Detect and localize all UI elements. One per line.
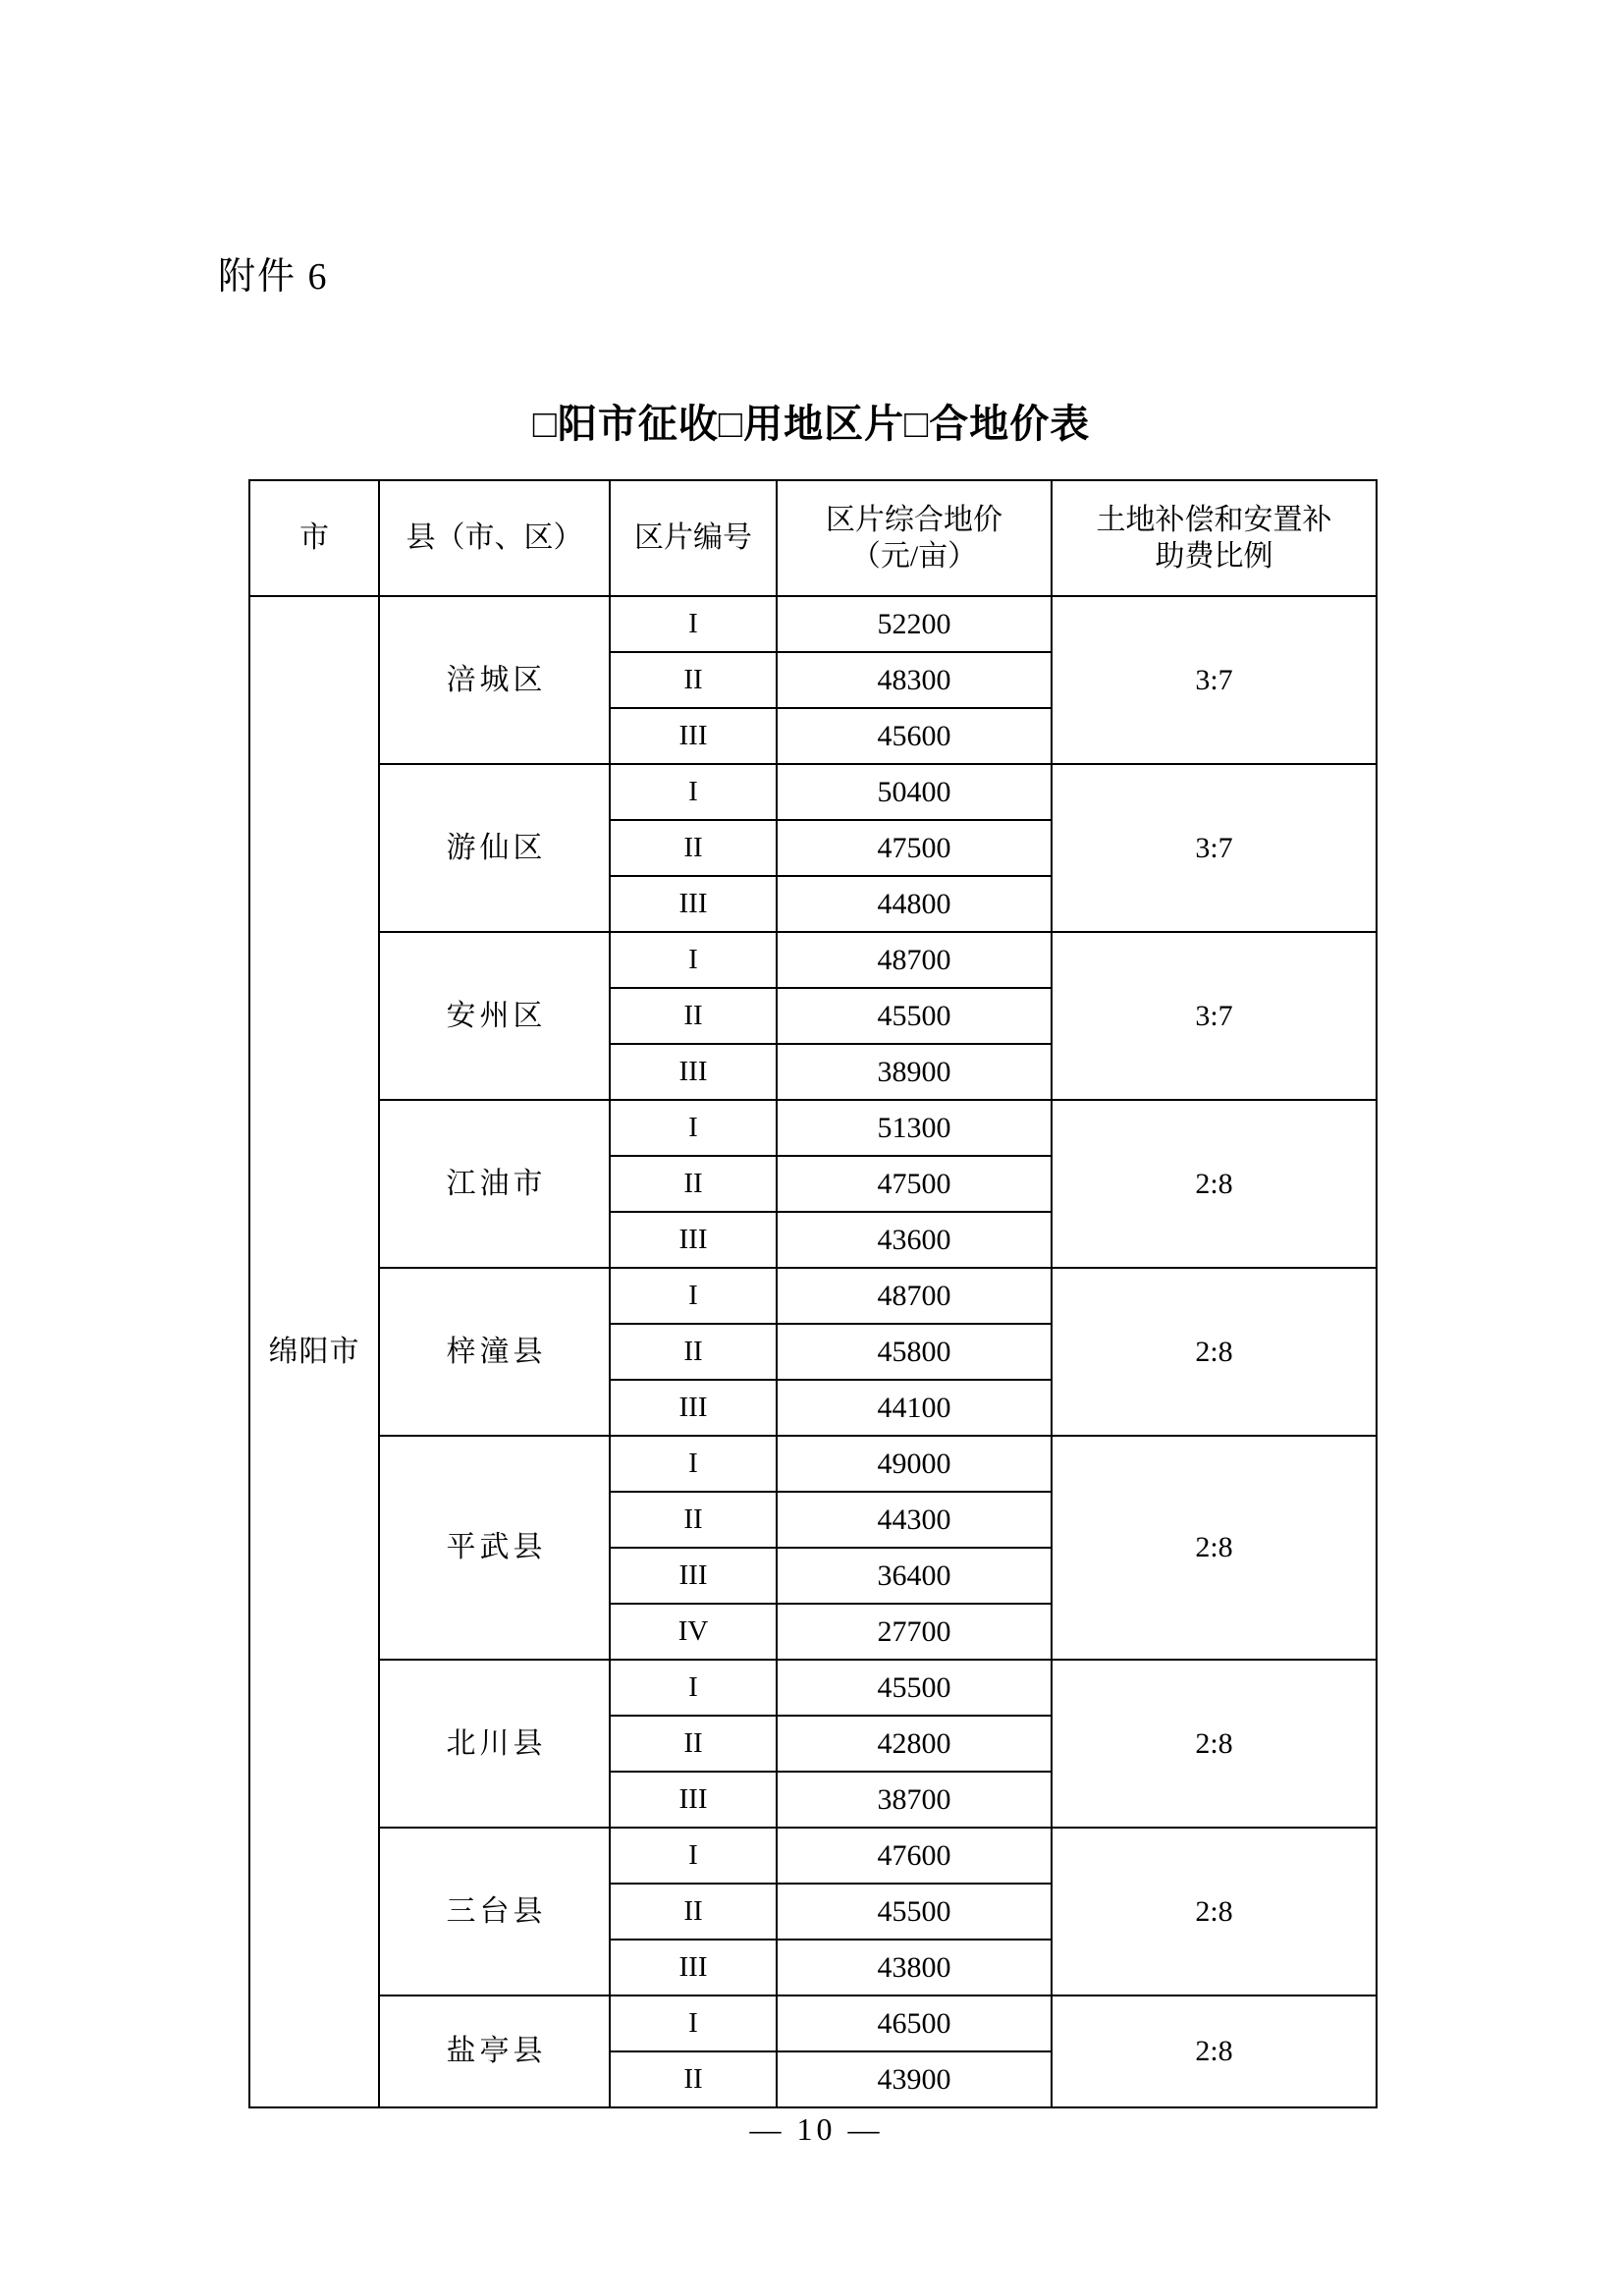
cell-price: 44300 bbox=[777, 1492, 1052, 1548]
page-number: — 10 — bbox=[749, 2111, 884, 2147]
cell-price: 48300 bbox=[777, 652, 1052, 708]
cell-price: 48700 bbox=[777, 932, 1052, 988]
cell-zone: III bbox=[610, 1044, 777, 1100]
cell-zone: III bbox=[610, 876, 777, 932]
cell-price: 52200 bbox=[777, 596, 1052, 652]
cell-price: 45500 bbox=[777, 988, 1052, 1044]
cell-price: 27700 bbox=[777, 1604, 1052, 1660]
cell-zone: II bbox=[610, 652, 777, 708]
header-ratio bbox=[1052, 480, 1377, 596]
header-price-line1: 区片综合地价 bbox=[826, 503, 1002, 536]
cell-price: 47600 bbox=[777, 1828, 1052, 1884]
cell-price: 43800 bbox=[777, 1940, 1052, 1995]
cell-price: 46500 bbox=[777, 1995, 1052, 2051]
cell-county: 江油市 bbox=[379, 1100, 610, 1268]
cell-price: 36400 bbox=[777, 1548, 1052, 1604]
header-zone: 区片编号 bbox=[610, 480, 777, 596]
cell-zone: I bbox=[610, 1268, 777, 1324]
cell-price: 45500 bbox=[777, 1884, 1052, 1940]
cell-ratio: 2:8 bbox=[1052, 1995, 1377, 2107]
cell-county: 梓潼县 bbox=[379, 1268, 610, 1436]
cell-zone: II bbox=[610, 820, 777, 876]
cell-ratio: 2:8 bbox=[1052, 1100, 1377, 1268]
cell-county: 北川县 bbox=[379, 1660, 610, 1828]
cell-price: 45500 bbox=[777, 1660, 1052, 1716]
cell-zone: III bbox=[610, 1380, 777, 1436]
cell-price: 47500 bbox=[777, 820, 1052, 876]
cell-zone: I bbox=[610, 1100, 777, 1156]
cell-price: 44800 bbox=[777, 876, 1052, 932]
cell-zone: III bbox=[610, 1548, 777, 1604]
cell-zone: II bbox=[610, 1492, 777, 1548]
cell-zone: III bbox=[610, 1212, 777, 1268]
cell-ratio: 2:8 bbox=[1052, 1268, 1377, 1436]
cell-zone: I bbox=[610, 1828, 777, 1884]
cell-price: 47500 bbox=[777, 1156, 1052, 1212]
cell-zone: III bbox=[610, 708, 777, 764]
cell-ratio: 2:8 bbox=[1052, 1436, 1377, 1660]
cell-zone: IV bbox=[610, 1604, 777, 1660]
cell-zone: I bbox=[610, 1436, 777, 1492]
cell-county: 平武县 bbox=[379, 1436, 610, 1660]
cell-ratio: 3:7 bbox=[1052, 596, 1377, 764]
cell-price: 45600 bbox=[777, 708, 1052, 764]
cell-zone: III bbox=[610, 1772, 777, 1828]
table-row bbox=[249, 1436, 1377, 1492]
cell-zone: II bbox=[610, 1884, 777, 1940]
table-row bbox=[249, 764, 1377, 820]
table-row bbox=[249, 1660, 1377, 1716]
cell-ratio: 3:7 bbox=[1052, 764, 1377, 932]
cell-price: 38700 bbox=[777, 1772, 1052, 1828]
cell-price: 48700 bbox=[777, 1268, 1052, 1324]
table-row bbox=[249, 1828, 1377, 1884]
table-row bbox=[249, 932, 1377, 988]
cell-ratio: 3:7 bbox=[1052, 932, 1377, 1100]
cell-price: 43900 bbox=[777, 2051, 1052, 2107]
cell-ratio: 2:8 bbox=[1052, 1660, 1377, 1828]
cell-price: 44100 bbox=[777, 1380, 1052, 1436]
header-price bbox=[777, 480, 1052, 596]
cell-county: 涪城区 bbox=[379, 596, 610, 764]
table-row bbox=[249, 1995, 1377, 2051]
header-ratio-line2: 助费比例 bbox=[1155, 540, 1273, 573]
cell-county: 盐亭县 bbox=[379, 1995, 610, 2107]
table-row bbox=[249, 1100, 1377, 1156]
cell-zone: I bbox=[610, 932, 777, 988]
cell-city: 绵阳市 bbox=[249, 596, 379, 2107]
cell-zone: III bbox=[610, 1940, 777, 1995]
header-ratio-line1: 土地补偿和安置补 bbox=[1096, 503, 1332, 536]
table-header-row bbox=[249, 480, 1377, 596]
cell-county: 三台县 bbox=[379, 1828, 610, 1995]
cell-county: 游仙区 bbox=[379, 764, 610, 932]
cell-price: 49000 bbox=[777, 1436, 1052, 1492]
land-price-table bbox=[248, 479, 1378, 2108]
cell-county: 安州区 bbox=[379, 932, 610, 1100]
header-price-line2: （元/亩） bbox=[850, 540, 978, 573]
cell-price: 42800 bbox=[777, 1716, 1052, 1772]
cell-zone: I bbox=[610, 1660, 777, 1716]
table-row bbox=[249, 596, 1377, 652]
table-body bbox=[249, 596, 1377, 2107]
header-county: 县（市、区） bbox=[379, 480, 610, 596]
cell-price: 50400 bbox=[777, 764, 1052, 820]
page-title: □阳市征收□用地区片□合地价表 bbox=[532, 402, 1091, 446]
cell-zone: II bbox=[610, 1156, 777, 1212]
cell-zone: I bbox=[610, 764, 777, 820]
cell-price: 43600 bbox=[777, 1212, 1052, 1268]
cell-zone: I bbox=[610, 596, 777, 652]
cell-zone: II bbox=[610, 988, 777, 1044]
header-city: 市 bbox=[249, 480, 379, 596]
table-header bbox=[249, 480, 1377, 596]
cell-zone: I bbox=[610, 1995, 777, 2051]
cell-ratio: 2:8 bbox=[1052, 1828, 1377, 1995]
attachment-label: 附件 6 bbox=[218, 256, 329, 298]
cell-zone: II bbox=[610, 1324, 777, 1380]
cell-price: 45800 bbox=[777, 1324, 1052, 1380]
cell-zone: II bbox=[610, 2051, 777, 2107]
table-row bbox=[249, 1268, 1377, 1324]
cell-zone: II bbox=[610, 1716, 777, 1772]
cell-price: 38900 bbox=[777, 1044, 1052, 1100]
cell-price: 51300 bbox=[777, 1100, 1052, 1156]
